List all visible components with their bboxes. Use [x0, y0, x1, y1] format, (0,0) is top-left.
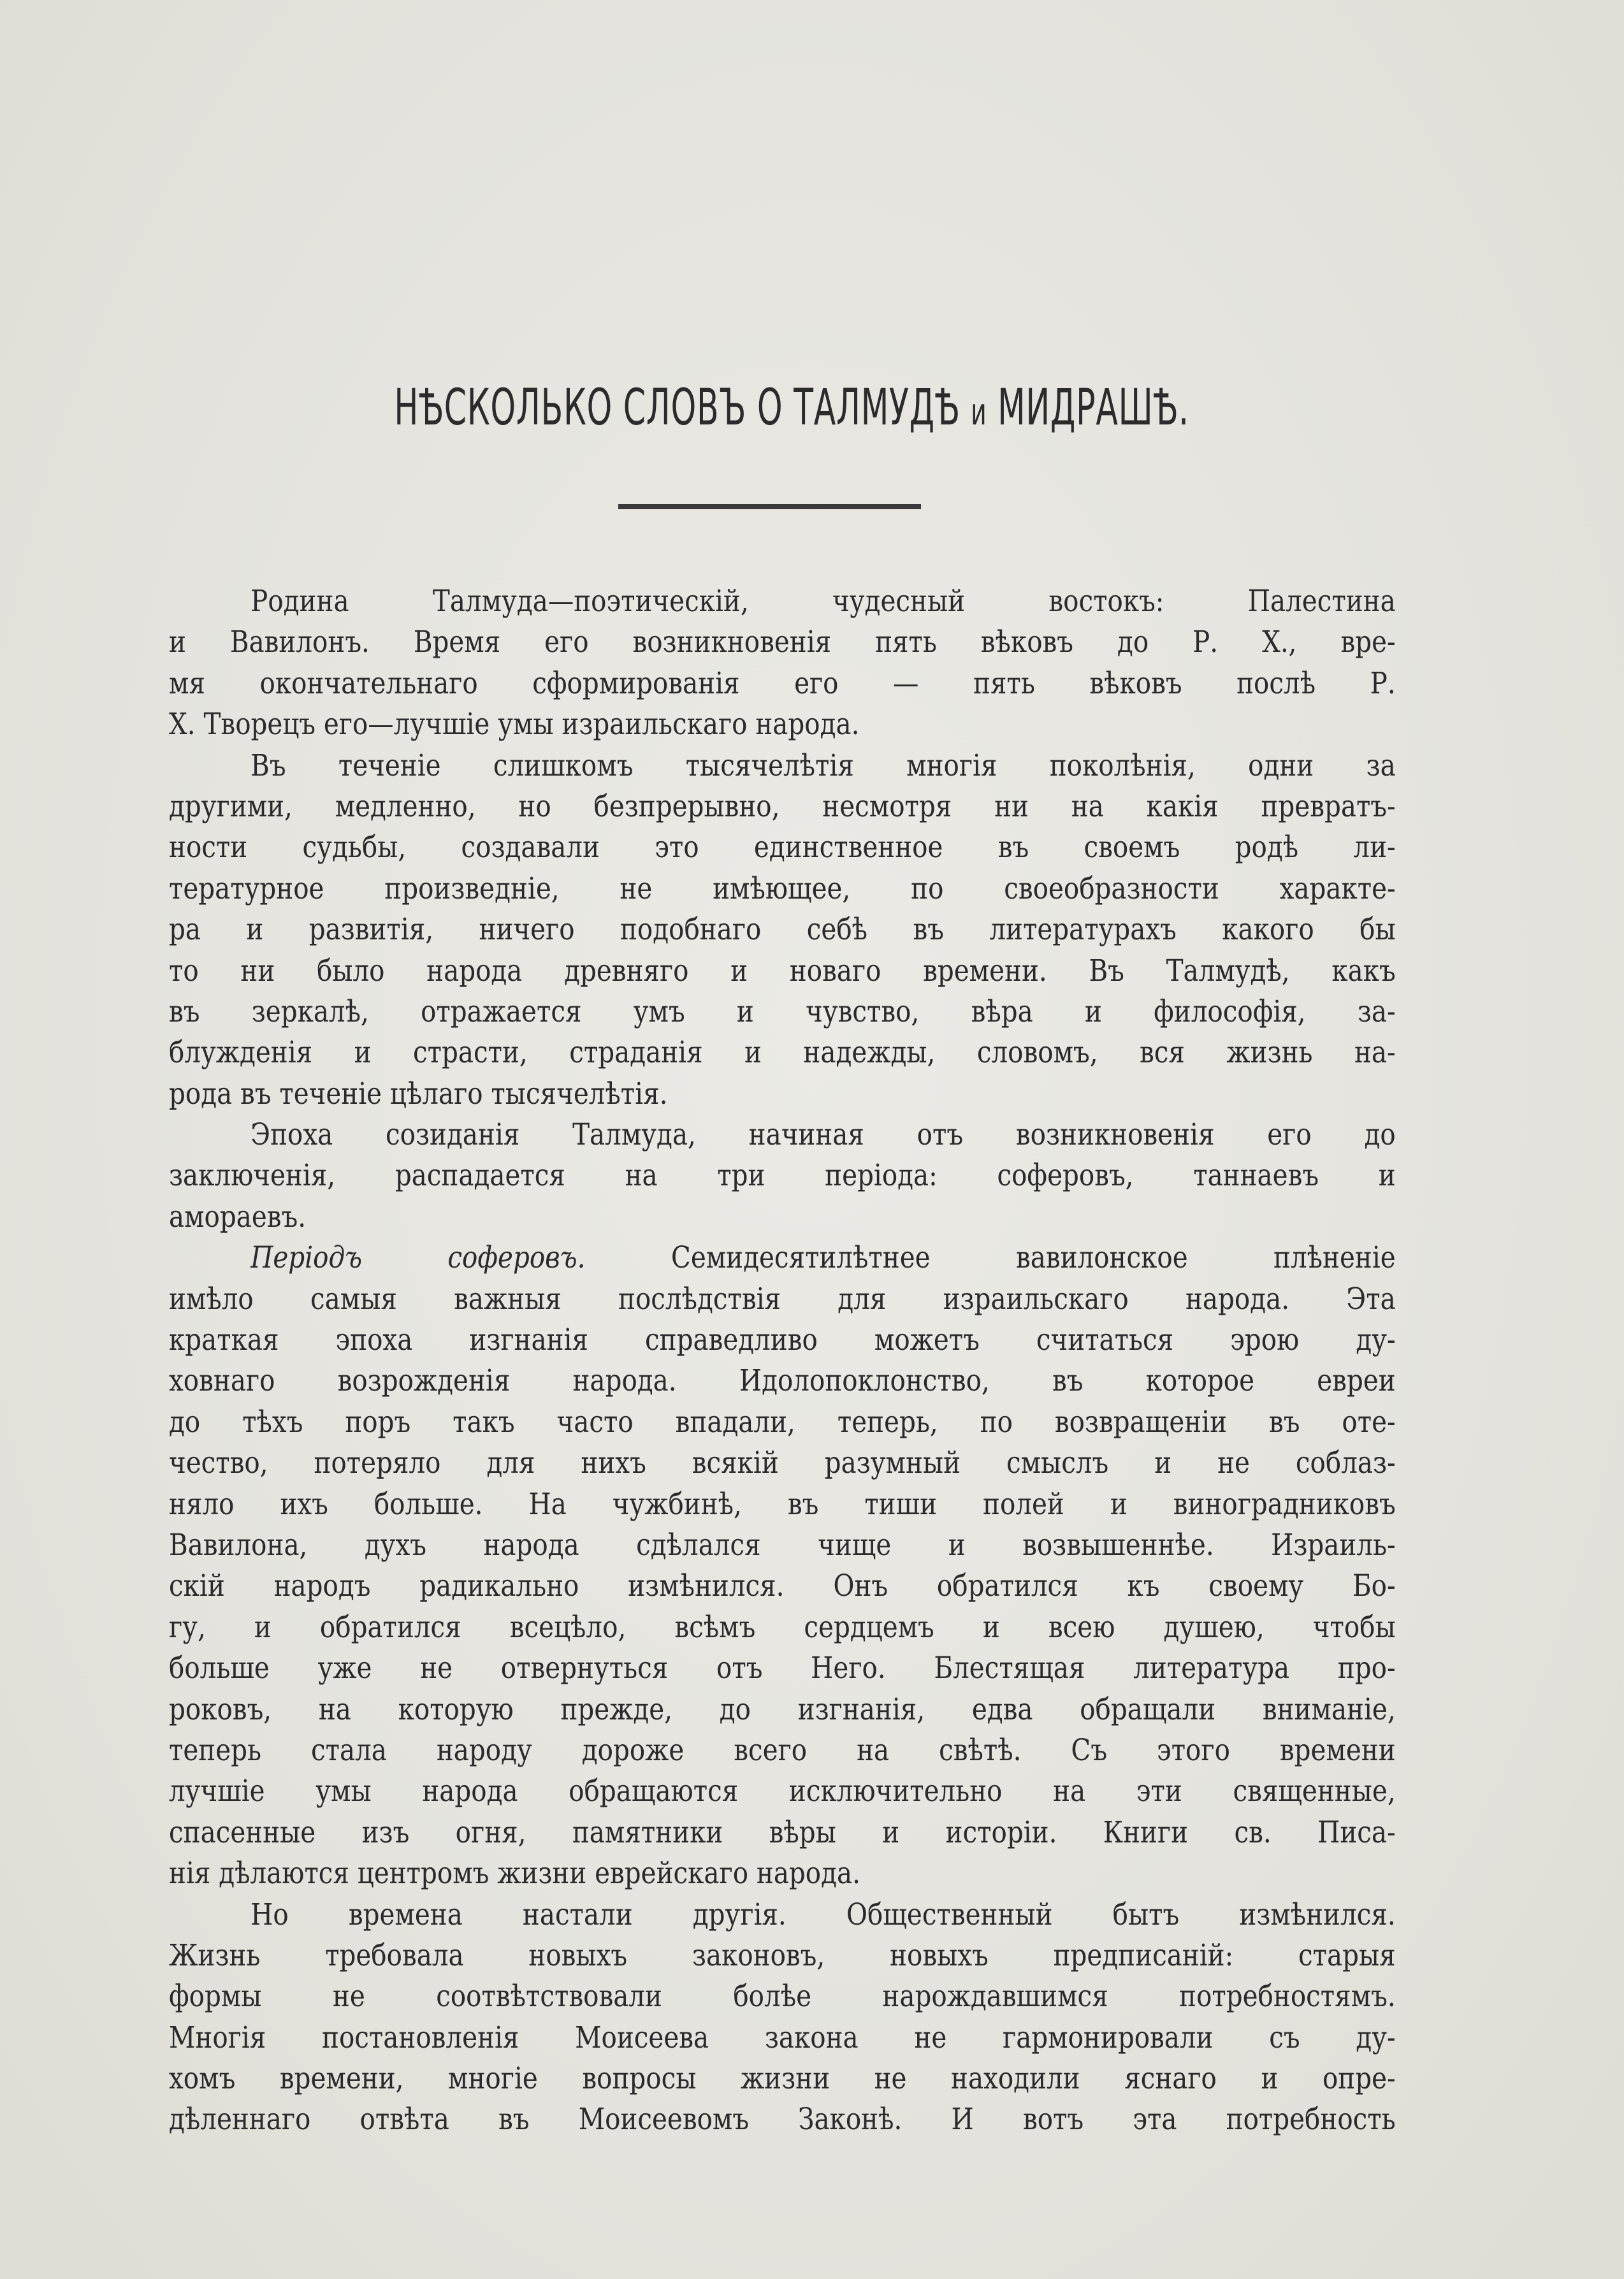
text-line: тературное произведніе, не имѣющее, по своеобразности характе-	[169, 871, 1396, 906]
text-line: дѣленнаго отвѣта въ Моисеевомъ Законѣ. И вотъ эта потребность	[169, 2102, 1396, 2138]
text-line: няло ихъ больше. На чужбинѣ, въ тиши полей и виноградниковъ	[169, 1486, 1396, 1522]
text-line: хомъ времени, многіе вопросы жизни не находили яснаго и опре-	[169, 2061, 1396, 2097]
text-line: Но времена настали другія. Общественный бытъ измѣнился.	[250, 1897, 1396, 1932]
text-line: спасенные изъ огня, памятники вѣры и исторіи. Книги св. Писа-	[169, 1814, 1396, 1850]
title-divider	[618, 504, 921, 509]
article-title	[207, 379, 1377, 437]
text-line: то ни было народа древняго и новаго времени. Въ Талмудѣ, какъ	[169, 953, 1396, 988]
paragraph	[169, 1895, 1396, 2141]
text-line: ховнаго возрожденія народа. Идолопоклонство, въ которое евреи	[169, 1363, 1396, 1399]
text-line: лучшіе умы народа обращаются исключительно на эти священные,	[169, 1774, 1396, 1809]
article-body	[169, 581, 1396, 2141]
text-line: блужденія и страсти, страданія и надежды, словомъ, вся жизнь на-	[169, 1035, 1396, 1071]
text-line: до тѣхъ поръ такъ часто впадали, теперь, по возвращеніи въ оте-	[169, 1404, 1396, 1440]
paragraph	[169, 746, 1396, 1115]
text-line: рода въ теченіе цѣлаго тысячелѣтія.	[169, 1076, 668, 1111]
text-line: мя окончательнаго сформированія его — пять вѣковъ послѣ Р.	[169, 665, 1396, 701]
text-line	[169, 1238, 1396, 1278]
article-title-part-1: НѢСКОЛЬКО СЛОВЪ О ТАЛМУДѢ	[394, 379, 971, 437]
text-line: Х. Творецъ его—лучшіе умы израильскаго народа.	[169, 707, 860, 742]
text-line: Жизнь требовала новыхъ законовъ, новыхъ предписаній: старыя	[169, 1937, 1396, 1973]
text-line: чество, потеряло для нихъ всякій разумный смыслъ и не соблаз-	[169, 1445, 1396, 1481]
text-line: ра и развитія, ничего подобнаго себѣ въ литературахъ какого бы	[169, 912, 1396, 948]
text-line: Эпоха созиданія Талмуда, начиная отъ возникновенія его до	[250, 1117, 1396, 1153]
text-line: Вавилона, духъ народа сдѣлался чище и возвышеннѣе. Израиль-	[169, 1527, 1396, 1563]
text-line: имѣло самыя важныя послѣдствія для израильскаго народа. Эта	[169, 1281, 1396, 1317]
text-line: другими, медленно, но безпрерывно, несмотря ни на какія превратъ-	[169, 788, 1396, 824]
paragraph	[169, 581, 1396, 746]
text-line: роковъ, на которую прежде, до изгнанія, едва обращали вниманіе,	[169, 1691, 1396, 1727]
article-title-part-2: МИДРАШѢ.	[987, 379, 1189, 437]
text-line: въ зеркалѣ, отражается умъ и чувство, вѣра и философія, за-	[169, 994, 1396, 1029]
text-line: амораевъ.	[169, 1199, 307, 1234]
text-line: Въ теченіе слишкомъ тысячелѣтія многія поколѣнія, одни за	[250, 748, 1396, 783]
text-line: ности судьбы, создавали это единственное въ своемъ родѣ ли-	[169, 830, 1396, 865]
section-heading-italic: Періодъ соферовъ.	[250, 1240, 586, 1276]
text-run: Семидесятилѣтнее вавилонское плѣненіе	[585, 1240, 1396, 1276]
paragraph	[169, 1238, 1396, 1894]
text-line: и Вавилонъ. Время его возникновенія пять вѣковъ до Р. Х., вре-	[169, 625, 1396, 660]
text-line: Родина Талмуда—поэтическій, чудесный востокъ: Палестина	[250, 584, 1396, 619]
text-line: больше уже не отвернуться отъ Него. Блестящая литература про-	[169, 1651, 1396, 1686]
text-line: теперь стала народу дороже всего на свѣтѣ. Съ этого времени	[169, 1732, 1396, 1768]
paragraph	[169, 1115, 1396, 1238]
article-title-conjunction: и	[971, 390, 987, 433]
text-line: краткая эпоха изгнанія справедливо можетъ считаться эрою ду-	[169, 1322, 1396, 1358]
text-line: заключенія, распадается на три періода: соферовъ, таннаевъ и	[169, 1158, 1396, 1194]
text-line: скій народъ радикально измѣнился. Онъ обратился къ своему Бо-	[169, 1568, 1396, 1604]
text-line: Многія постановленія Моисеева закона не гармонировали съ ду-	[169, 2020, 1396, 2055]
text-line: гу, и обратился всецѣло, всѣмъ сердцемъ и всею душею, чтобы	[169, 1609, 1396, 1645]
text-line: нія дѣлаются центромъ жизни еврейскаго народа.	[169, 1856, 860, 1892]
text-line: формы не соотвѣтствовали болѣе нарождавшимся потребностямъ.	[169, 1979, 1396, 2015]
